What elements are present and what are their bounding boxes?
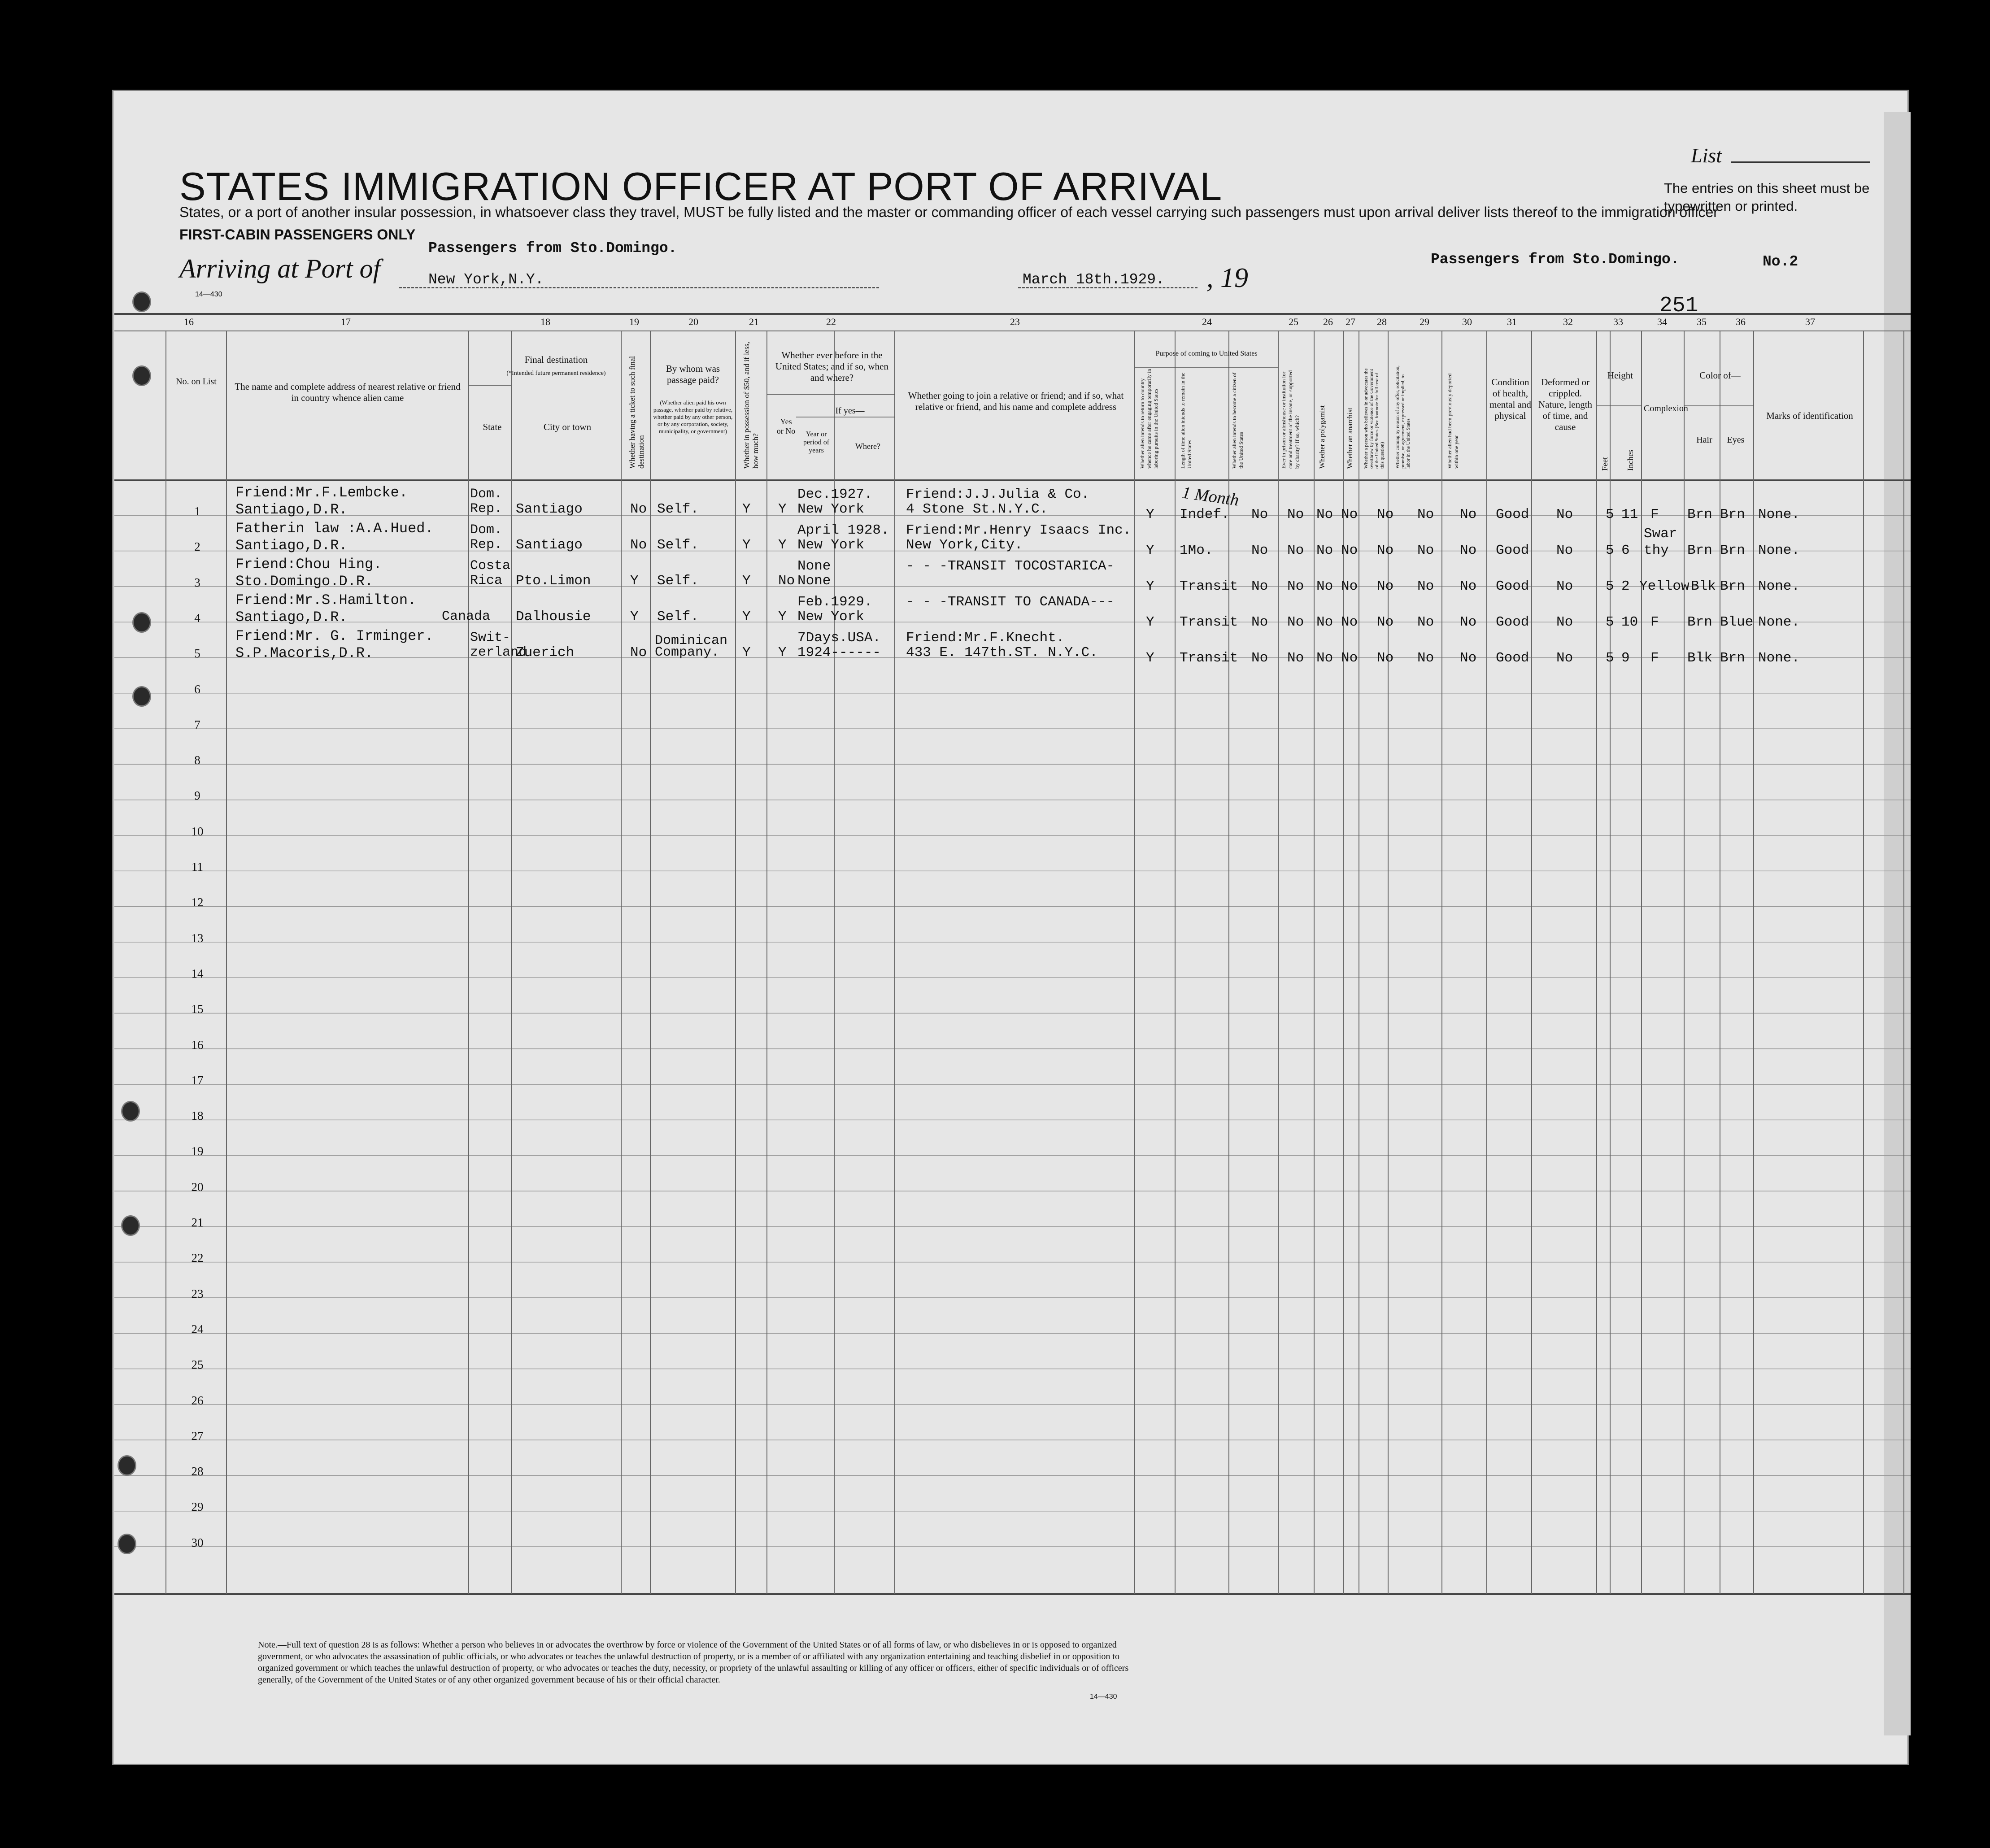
col-label: Color of— <box>1699 370 1741 381</box>
height-feet: 5 <box>1606 650 1614 666</box>
col-label-vertical: Whether alien had been previously deported within one year <box>1446 373 1459 469</box>
col-label: Year or period of years <box>803 430 830 454</box>
previous-visit: Y <box>778 537 787 553</box>
purpose: Y <box>1146 543 1154 558</box>
binder-hole <box>118 1534 136 1554</box>
destination-city: Santiago <box>516 501 583 517</box>
purpose: Y <box>1146 578 1154 594</box>
question-answer: No <box>1251 507 1268 522</box>
eye-color: Brn <box>1720 650 1745 666</box>
page-title: STATES IMMIGRATION OFFICER AT PORT OF ARRIVAL <box>179 164 1223 209</box>
destination-state: Costa <box>470 558 511 574</box>
passage-paid-by: Self. <box>657 537 699 553</box>
question-answer: No <box>1316 650 1333 666</box>
col-label-vertical: Length of time alien intends to remain in the United States <box>1180 373 1193 469</box>
col-num: 22 <box>826 316 836 327</box>
previous-visit-where: None <box>797 573 831 589</box>
col-label: Purpose of coming to United States <box>1155 350 1258 357</box>
row-number: 24 <box>191 1322 204 1336</box>
question-answer: No <box>1377 507 1394 522</box>
complexion: F <box>1650 614 1659 630</box>
row-number: 3 <box>194 575 200 589</box>
col-label: Height <box>1607 370 1633 381</box>
entries-note: The entries on this sheet must be typewritten or printed. <box>1664 180 1870 214</box>
col-num: 25 <box>1289 316 1298 327</box>
ticket: Y <box>630 609 639 625</box>
row-number: 28 <box>191 1465 204 1478</box>
col-num: 24 <box>1202 316 1212 327</box>
money: Y <box>742 501 751 517</box>
question-answer: No <box>1341 543 1358 558</box>
row-number: 22 <box>191 1251 204 1265</box>
binder-hole <box>132 365 151 386</box>
row-number: 16 <box>191 1038 204 1052</box>
deformed: No <box>1556 614 1573 630</box>
col-num: 29 <box>1420 316 1429 327</box>
port-value: New York,N.Y. <box>428 271 544 288</box>
question-answer: No <box>1316 507 1333 522</box>
deformed: No <box>1556 578 1573 594</box>
col-label-vertical: Whether coming by reason of any offer, solicitation, promise, or agreement, expressed or implied, to labor in the United States <box>1395 365 1411 469</box>
height-inches: 10 <box>1621 614 1638 630</box>
length-of-stay: Transit <box>1180 578 1238 594</box>
question-answer: No <box>1460 543 1477 558</box>
col-label-vertical: Whether having a ticket to such final destination <box>628 356 645 469</box>
relative-address: Santiago,D.R. <box>235 501 348 518</box>
previous-visit-where: 1924------ <box>797 645 881 661</box>
handwritten-note: 1 Month <box>1180 483 1241 510</box>
row-number: 13 <box>191 931 204 945</box>
list-label: List <box>1691 144 1722 167</box>
health: Good <box>1496 650 1529 666</box>
row-number: 10 <box>191 824 204 838</box>
col-label-vertical: Whether a person who believes in or advocates the overthrow by force or violence of the Government of the United States (See footnote for full text of this question) <box>1363 368 1385 469</box>
question-answer: No <box>1316 543 1333 558</box>
hair-color: Blk <box>1691 578 1716 594</box>
previous-visit-year: None <box>797 558 831 574</box>
col-num: 28 <box>1377 316 1387 327</box>
identification-marks: None. <box>1758 578 1800 594</box>
col-label: Hair <box>1696 435 1712 445</box>
destination-state: zerland <box>470 645 527 660</box>
list-number: No.2 <box>1763 253 1798 270</box>
row-number: 18 <box>191 1109 204 1123</box>
row-number: 26 <box>191 1393 204 1407</box>
binder-hole <box>121 1101 140 1122</box>
footnote: Note.—Full text of question 28 is as follows: Whether a person who believes in or advocates the overthrow by force or violence of the Government of the United States or of all forms of law, or who disbelieves in or is opposed to organized government, or who advocates the assassination of public officials, or who advocates or teaches the unlawful destruction of property, or is a member of or affiliated with any organization entertaining and teaching disbelief in or opposition to organized government or which teaches the unlawful destruction of property, or who advocates or teaches the duty, necessity, or propriety of the unlawful assaulting or killing of any officer or officers, either of specific individuals or of officers generally, of the Government of the United States or of any other organized government because of his or their official character. <box>258 1640 1129 1685</box>
question-answer: No <box>1460 507 1477 522</box>
col-label: Condition of health, mental and physical <box>1489 377 1531 421</box>
question-answer: No <box>1251 543 1268 558</box>
question-answer: No <box>1287 614 1304 630</box>
relative-name: Fatherin law :A.A.Hued. <box>235 520 434 537</box>
question-answer: No <box>1251 650 1268 666</box>
col-label-vertical: Feet <box>1600 457 1609 471</box>
row-number: 7 <box>194 717 200 731</box>
length-of-stay: Transit <box>1180 650 1238 666</box>
col-label-vertical: Inches <box>1626 450 1635 471</box>
col-label: Deformed or crippled. Nature, length of time, and cause <box>1538 377 1593 432</box>
col-label: Whether ever before in the United States; and if so, when and where? <box>775 350 888 383</box>
row-number: 30 <box>191 1535 204 1549</box>
eye-color: Brn <box>1720 578 1745 594</box>
col-label-vertical: Whether in possession of $50, and if less, how much? <box>742 342 760 469</box>
ticket: Y <box>630 573 639 589</box>
first-cabin-label: FIRST-CABIN PASSENGERS ONLY <box>179 226 416 243</box>
length-of-stay: 1Mo. <box>1180 543 1213 558</box>
identification-marks: None. <box>1758 507 1800 522</box>
previous-visit: No <box>778 573 795 589</box>
destination-state: Rica <box>470 573 503 588</box>
joining-person: - - -TRANSIT TOCOSTARICA- <box>906 558 1115 574</box>
length-of-stay: Indef. <box>1180 507 1230 522</box>
question-answer: No <box>1287 543 1304 558</box>
col-num: 32 <box>1563 316 1573 327</box>
binder-hole <box>132 686 151 707</box>
form-code-top: 14—430 <box>195 291 222 298</box>
row-number: 5 <box>194 647 200 661</box>
col-num: 37 <box>1805 316 1815 327</box>
col-num: 36 <box>1736 316 1746 327</box>
col-label-vertical: Whether alien intends to return to country whence he came after engaging temporarily in laboring pursuits in the United States <box>1139 369 1159 469</box>
eye-color: Brn <box>1720 543 1745 558</box>
height-feet: 5 <box>1606 614 1614 630</box>
row-number: 6 <box>194 682 200 696</box>
question-answer: No <box>1341 578 1358 594</box>
col-label: Eyes <box>1727 435 1745 445</box>
previous-visit-year: Dec.1927. <box>797 487 873 502</box>
complexion: F <box>1650 650 1659 666</box>
question-answer: No <box>1287 650 1304 666</box>
question-answer: No <box>1417 614 1434 630</box>
joining-address: 4 Stone St.N.Y.C. <box>906 501 1048 517</box>
question-answer: No <box>1251 614 1268 630</box>
destination-state: Rep. <box>470 537 503 552</box>
row-number: 12 <box>191 896 204 909</box>
money: Y <box>742 645 751 661</box>
col-label-vertical: Whether a polygamist <box>1319 405 1326 469</box>
relative-address: Santiago,D.R. <box>235 537 348 554</box>
col-label: If yes— <box>835 406 865 416</box>
binder-hole <box>121 1215 140 1236</box>
passage-paid-by: Self. <box>657 501 699 517</box>
question-answer: No <box>1341 614 1358 630</box>
height-feet: 5 <box>1606 578 1614 594</box>
col-label: No. on List <box>176 377 217 387</box>
ticket: No <box>630 537 647 553</box>
height-feet: 5 <box>1606 507 1614 522</box>
question-answer: No <box>1417 578 1434 594</box>
col-num: 16 <box>184 316 194 327</box>
question-answer: No <box>1316 614 1333 630</box>
col-label: State <box>483 422 502 432</box>
row-number: 27 <box>191 1429 204 1443</box>
hair-color: Brn <box>1687 507 1712 522</box>
col-num: 33 <box>1613 316 1623 327</box>
question-answer: No <box>1460 614 1477 630</box>
relative-address: Sto.Domingo.D.R. <box>235 573 374 590</box>
question-answer: No <box>1417 543 1434 558</box>
question-answer: No <box>1316 578 1333 594</box>
hair-color: Blk <box>1687 650 1712 666</box>
health: Good <box>1496 614 1529 630</box>
previous-visit-year: Feb.1929. <box>797 594 873 610</box>
col-label: Complexion <box>1644 404 1688 413</box>
health: Good <box>1496 578 1529 594</box>
destination-state: Dom. <box>470 522 503 538</box>
deformed: No <box>1556 507 1573 522</box>
question-answer: No <box>1341 507 1358 522</box>
previous-visit-where: New York <box>797 501 864 517</box>
previous-visit: Y <box>778 501 787 517</box>
destination-state: Rep. <box>470 501 503 517</box>
page-subtitle: States, or a port of another insular possession, in whatsoever class they travel, MUST be fully listed and the master or commanding officer of each vessel carrying such passengers must upon arrival deliver lists thereof to the immigration officer <box>179 204 1718 220</box>
row-number: 21 <box>191 1216 204 1229</box>
question-answer: No <box>1460 578 1477 594</box>
question-answer: No <box>1460 650 1477 666</box>
col-num: 35 <box>1697 316 1707 327</box>
binder-hole <box>132 291 151 312</box>
relative-name: Friend:Chou Hing. <box>235 556 382 573</box>
col-num: 21 <box>749 316 759 327</box>
previous-visit-year: April 1928. <box>797 522 889 538</box>
question-answer: No <box>1377 614 1394 630</box>
identification-marks: None. <box>1758 614 1800 630</box>
height-inches: 6 <box>1621 543 1630 558</box>
col-label: City or town <box>543 422 592 432</box>
col-label: Yes or No <box>776 417 796 435</box>
eye-color: Blue <box>1720 614 1754 630</box>
joining-person: - - -TRANSIT TO CANADA--- <box>906 594 1115 610</box>
passage-paid-by: Dominican <box>655 633 728 648</box>
question-answer: No <box>1377 650 1394 666</box>
row-number: 15 <box>191 1002 204 1016</box>
page-number: 251 <box>1659 294 1698 318</box>
col-label: Marks of identification <box>1766 410 1853 421</box>
row-number: 25 <box>191 1358 204 1372</box>
question-answer: No <box>1341 650 1358 666</box>
col-label: The name and complete address of nearest relative or friend in country whence alien came <box>235 381 461 403</box>
destination-city: Dalhousie <box>516 609 591 625</box>
destination-state: Canada <box>442 609 491 624</box>
question-answer: No <box>1287 507 1304 522</box>
identification-marks: None. <box>1758 650 1800 666</box>
money: Y <box>742 573 751 589</box>
col-num: 27 <box>1346 316 1355 327</box>
question-answer: No <box>1251 578 1268 594</box>
joining-person: Friend:J.J.Julia & Co. <box>906 487 1090 502</box>
col-num: 23 <box>1010 316 1020 327</box>
complexion: Yellow <box>1639 578 1690 594</box>
previous-visit: Y <box>778 645 787 661</box>
col-num: 31 <box>1507 316 1517 327</box>
row-number: 9 <box>194 789 200 803</box>
col-label: Where? <box>855 442 880 451</box>
year-label: , 19 <box>1206 263 1248 293</box>
purpose: Y <box>1146 507 1154 522</box>
ticket: No <box>630 501 647 517</box>
destination-city: Santiago <box>516 537 583 553</box>
col-label-vertical: Whether alien intends to become a citizen of the United States <box>1231 372 1244 469</box>
hair-color: Brn <box>1687 614 1712 630</box>
form-code-bottom: 14—430 <box>1090 1693 1117 1700</box>
row-number: 2 <box>194 540 200 554</box>
passage-paid-by: Self. <box>657 573 699 589</box>
joining-address: New York,City. <box>906 537 1023 553</box>
question-answer: No <box>1377 578 1394 594</box>
deformed: No <box>1556 650 1573 666</box>
length-of-stay: Transit <box>1180 614 1238 630</box>
relative-address: S.P.Macoris,D.R. <box>235 645 374 661</box>
previous-visit-year: 7Days.USA. <box>797 630 881 646</box>
height-inches: 2 <box>1621 578 1630 594</box>
complexion: F <box>1650 507 1659 522</box>
col-label-vertical: Whether an anarchist <box>1346 408 1354 469</box>
height-inches: 9 <box>1621 650 1630 666</box>
complexion: thy <box>1644 543 1669 558</box>
col-label: By whom was passage paid? <box>666 363 720 385</box>
row-number: 1 <box>194 504 200 518</box>
row-number: 29 <box>191 1500 204 1514</box>
joining-person: Friend:Mr.Henry Isaacs Inc. <box>906 522 1132 538</box>
row-number: 14 <box>191 966 204 980</box>
health: Good <box>1496 507 1529 522</box>
question-answer: No <box>1287 578 1304 594</box>
destination-city: Pto.Limon <box>516 573 591 589</box>
col-num: 30 <box>1462 316 1472 327</box>
joining-address: 433 E. 147th.ST. N.Y.C. <box>906 645 1098 661</box>
passengers-from-1: Passengers from Sto.Domingo. <box>428 240 677 257</box>
col-num: 34 <box>1657 316 1667 327</box>
col-num: 17 <box>341 316 351 327</box>
health: Good <box>1496 543 1529 558</box>
ticket: No <box>630 645 647 661</box>
row-number: 8 <box>194 753 200 767</box>
height-feet: 5 <box>1606 543 1614 558</box>
col-label: Final destination <box>524 354 588 365</box>
money: Y <box>742 537 751 553</box>
col-num: 19 <box>629 316 639 327</box>
previous-visit-where: New York <box>797 537 864 553</box>
arriving-label: Arriving at Port of <box>179 254 381 283</box>
hair-color: Brn <box>1687 543 1712 558</box>
date-value: March 18th.1929. <box>1023 271 1165 288</box>
eye-color: Brn <box>1720 507 1745 522</box>
purpose: Y <box>1146 650 1154 666</box>
relative-address: Santiago,D.R. <box>235 609 348 626</box>
binder-hole <box>132 612 151 633</box>
passage-paid-by: Company. <box>655 645 720 660</box>
money: Y <box>742 609 751 625</box>
destination-state: Swit- <box>470 630 511 645</box>
col-label-vertical: Ever in prison or almshouse or institution for care and treatment of the insane, or supported by charity? If so, which? <box>1280 370 1300 469</box>
col-label: Whether going to join a relative or friend; and if so, what relative or friend, and his name and complete address <box>908 390 1124 412</box>
relative-name: Friend:Mr. G. Irminger. <box>235 628 434 644</box>
binder-hole <box>118 1455 136 1476</box>
question-answer: No <box>1417 507 1434 522</box>
row-number: 4 <box>194 611 200 625</box>
relative-name: Friend:Mr.S.Hamilton. <box>235 592 417 609</box>
row-number: 19 <box>191 1144 204 1158</box>
identification-marks: None. <box>1758 543 1800 558</box>
destination-city: Zuerich <box>516 645 575 661</box>
col-num: 18 <box>540 316 550 327</box>
deformed: No <box>1556 543 1573 558</box>
row-number: 17 <box>191 1073 204 1087</box>
question-answer: No <box>1417 650 1434 666</box>
complexion: Swar <box>1644 526 1677 542</box>
col-label: (Whether alien paid his own passage, whether paid by relative, whether paid by any other person, or by any corporation, society, municipality, or government) <box>653 399 733 435</box>
passengers-from-2: Passengers from Sto.Domingo. <box>1431 251 1680 268</box>
purpose: Y <box>1146 614 1154 630</box>
col-num: 20 <box>688 316 698 327</box>
col-num: 26 <box>1323 316 1333 327</box>
col-label: (*Intended future permanent residence) <box>506 370 606 377</box>
destination-state: Dom. <box>470 487 503 502</box>
height-inches: 11 <box>1621 507 1638 522</box>
relative-name: Friend:Mr.F.Lembcke. <box>235 484 408 501</box>
row-number: 11 <box>192 860 203 874</box>
question-answer: No <box>1377 543 1394 558</box>
previous-visit: Y <box>778 609 787 625</box>
previous-visit-where: New York <box>797 609 864 625</box>
passage-paid-by: Self. <box>657 609 699 625</box>
joining-person: Friend:Mr.F.Knecht. <box>906 630 1065 646</box>
row-number: 20 <box>191 1180 204 1194</box>
row-number: 23 <box>191 1287 204 1300</box>
